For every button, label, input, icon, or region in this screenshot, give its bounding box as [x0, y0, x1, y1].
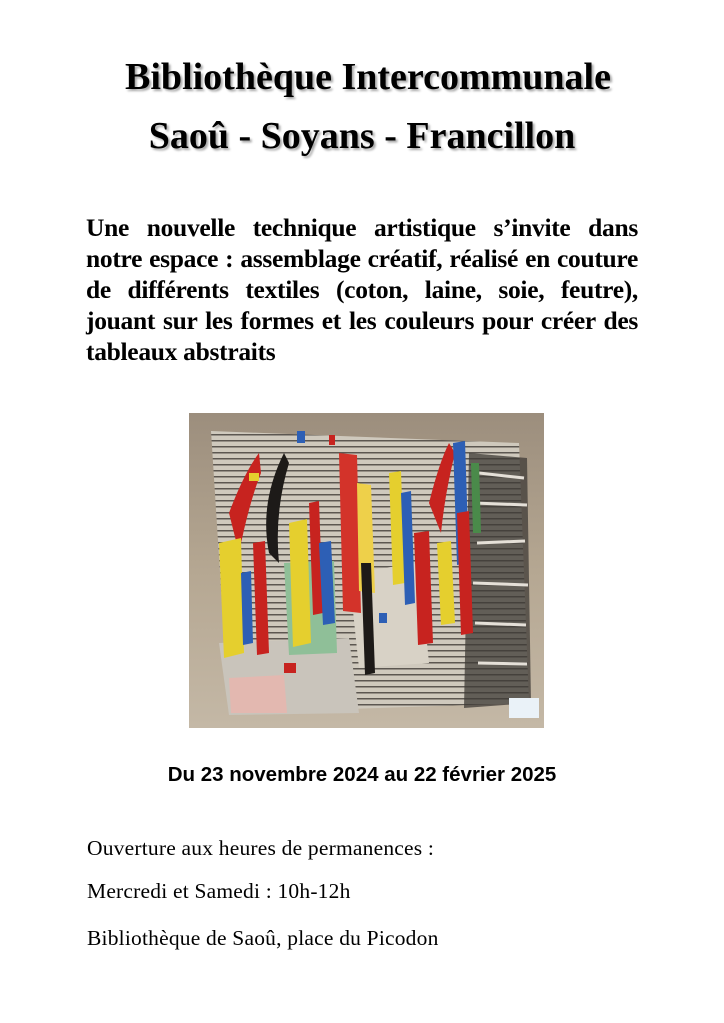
opening-hours: Mercredi et Samedi : 10h-12h [87, 879, 351, 903]
title-library-name: Bibliothèque Intercommunale [125, 56, 611, 98]
exhibition-description: Une nouvelle technique artistique s’invite dans notre espace : assemblage créatif, réalisé en couture de différents textiles (coton, laine, soie, feutre), jouant sur les formes et les couleurs pour créer des tableaux abstraits [86, 213, 638, 366]
title-towns: Saoû - Soyans - Francillon [148, 115, 576, 157]
textile-artwork-photo [189, 413, 544, 728]
location: Bibliothèque de Saoû, place du Picodon [87, 926, 439, 950]
exhibition-dates: Du 23 novembre 2024 au 22 février 2025 [167, 763, 557, 786]
opening-info: Ouverture aux heures de permanences : [87, 836, 435, 860]
